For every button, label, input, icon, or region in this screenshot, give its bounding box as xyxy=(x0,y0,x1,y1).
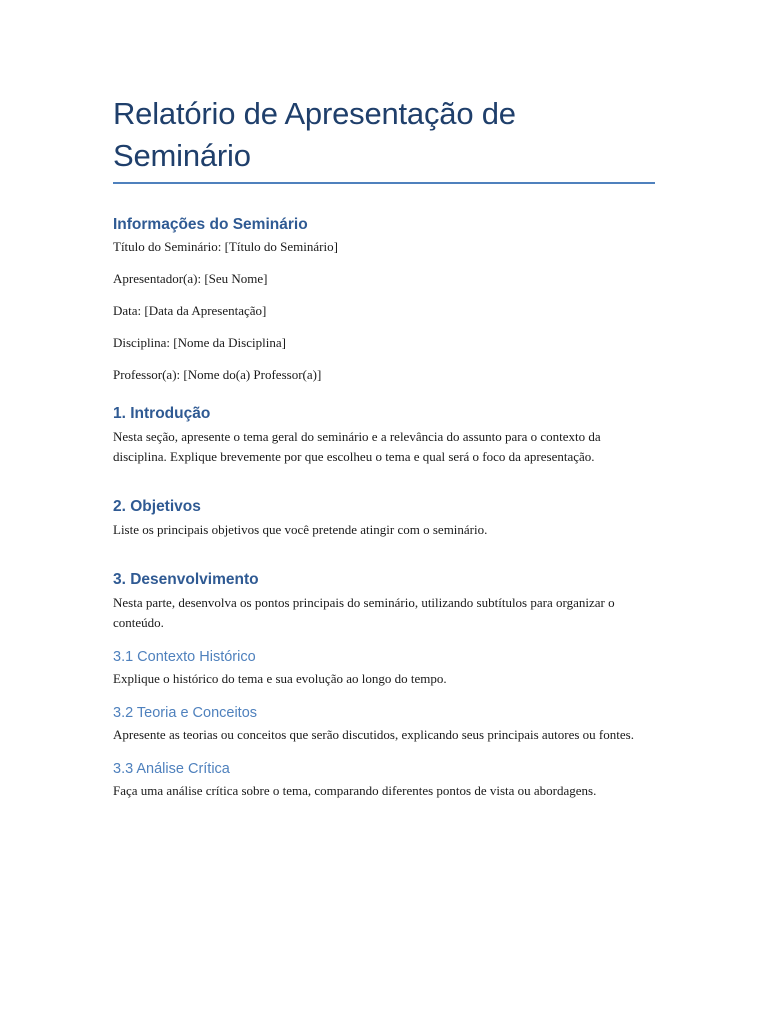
subsection-theory-concepts xyxy=(113,703,655,745)
subsection-body-theory-concepts: Apresente as teorias ou conceitos que serão discutidos, explicando seus principais autores ou fontes. xyxy=(113,727,634,742)
section-heading-introduction: 1. Introdução xyxy=(113,405,211,422)
info-line-discipline: Disciplina: [Nome da Disciplina] xyxy=(113,335,286,350)
section-body-objectives: Liste os principais objetivos que você pretende atingir com o seminário. xyxy=(113,522,488,537)
subsection-heading-critical-analysis: 3.3 Análise Crítica xyxy=(113,761,230,777)
info-line-date: Data: [Data da Apresentação] xyxy=(113,303,267,318)
subsection-heading-theory-concepts: 3.2 Teoria e Conceitos xyxy=(113,705,258,721)
section-body-introduction: Nesta seção, apresente o tema geral do seminário e a relevância do assunto para o contexto da disciplina. Explique brevemente por que escolheu o tema e qual será o foco da apresentação. xyxy=(113,429,601,464)
subsection-critical-analysis xyxy=(113,759,655,801)
seminar-info-section xyxy=(113,215,655,385)
section-body-development: Nesta parte, desenvolva os pontos principais do seminário, utilizando subtítulos para organizar o conteúdo. xyxy=(113,595,615,630)
info-line-presenter: Apresentador(a): [Seu Nome] xyxy=(113,271,268,286)
info-line-professor: Professor(a): [Nome do(a) Professor(a)] xyxy=(113,367,322,382)
seminar-info-heading: Informações do Seminário xyxy=(113,216,308,233)
title-underline-rule xyxy=(113,182,655,184)
info-line-title: Título do Seminário: [Título do Seminário] xyxy=(113,239,338,254)
section-introduction xyxy=(113,404,655,467)
subsection-body-critical-analysis: Faça uma análise crítica sobre o tema, comparando diferentes pontos de vista ou abordagens. xyxy=(113,783,597,798)
subsection-body-historical-context: Explique o histórico do tema e sua evolução ao longo do tempo. xyxy=(113,671,447,686)
document-page xyxy=(113,0,655,801)
section-heading-objectives: 2. Objetivos xyxy=(113,498,201,515)
subsection-historical-context xyxy=(113,647,655,689)
subsection-heading-historical-context: 3.1 Contexto Histórico xyxy=(113,649,256,665)
section-development xyxy=(113,570,655,801)
section-heading-development: 3. Desenvolvimento xyxy=(113,571,259,588)
section-objectives xyxy=(113,497,655,540)
document-title: Relatório de Apresentação de Seminário xyxy=(113,96,516,173)
